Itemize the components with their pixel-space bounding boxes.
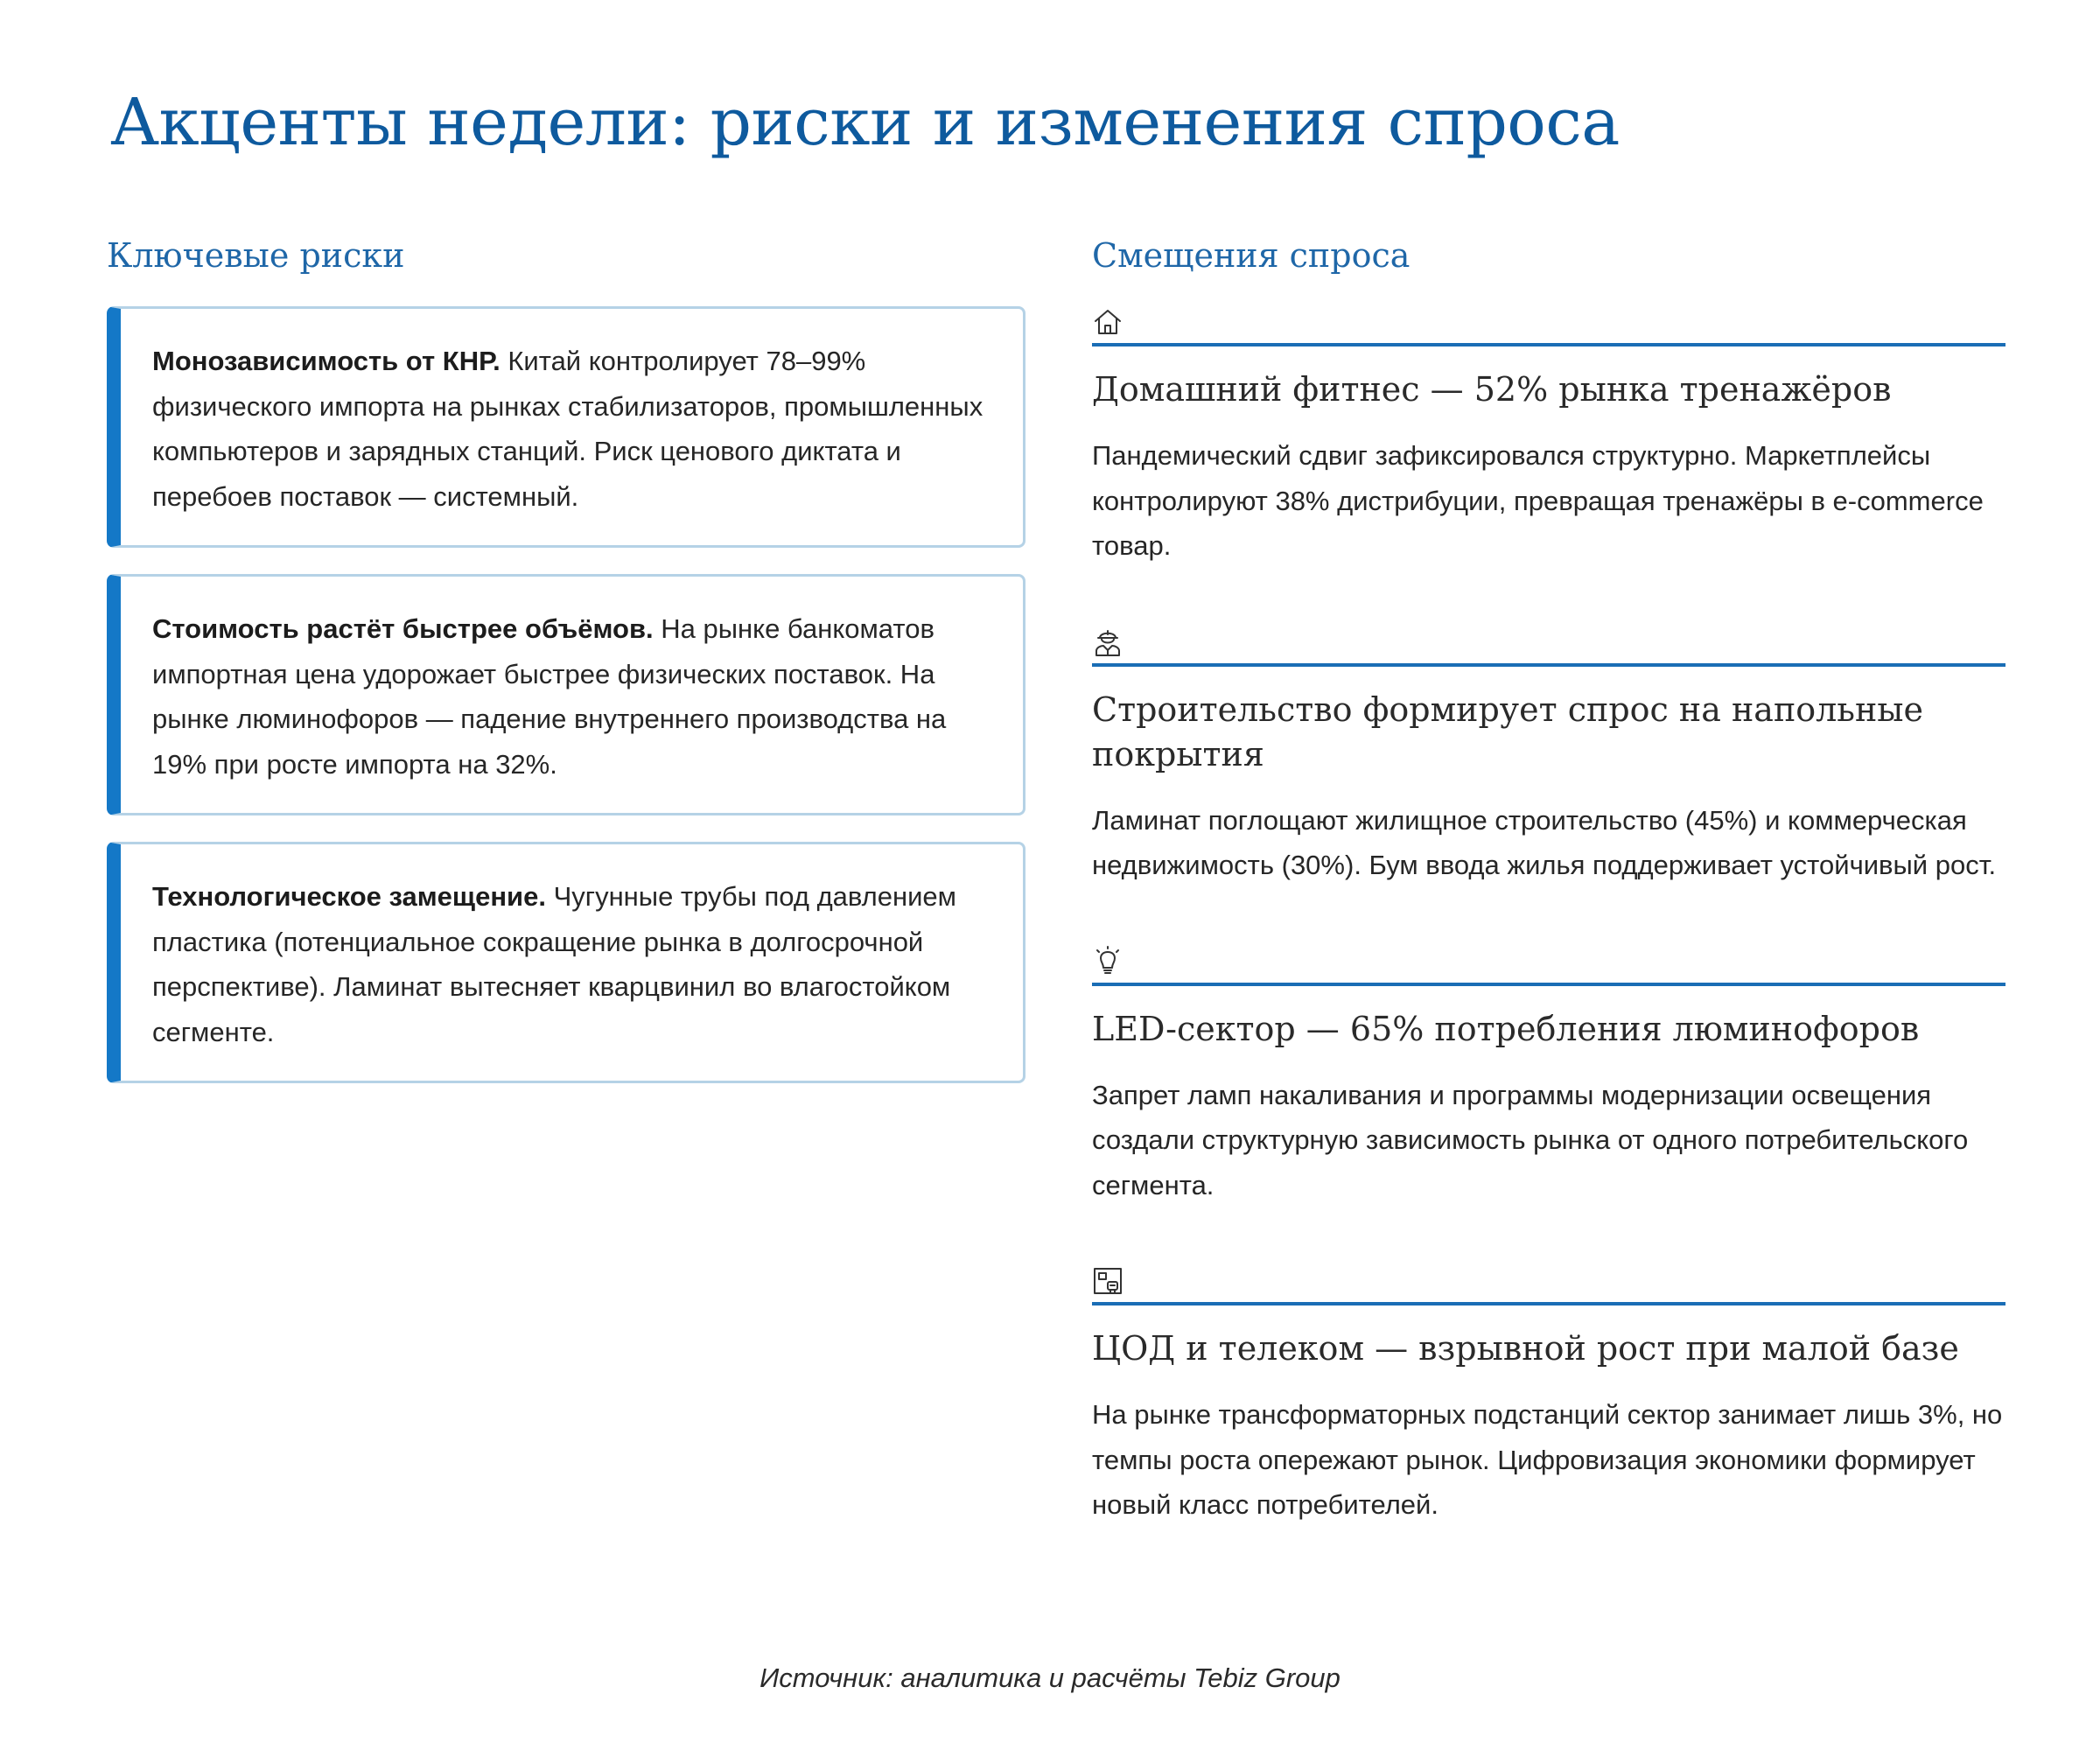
risk-body: На рынке банкоматов импортная цена удорожает быстрее физических поставок. На рынке люминофоров — падение внутреннего производства на 19% при росте импорта на 32%. xyxy=(152,613,947,780)
risk-lead: Технологическое замещение. xyxy=(152,881,546,912)
page-title: Акценты недели: риски и изменения спроса xyxy=(110,85,1620,160)
shift-text: На рынке трансформаторных подстанций сектор занимает лишь 3%, но темпы роста опережают рынок. Цифровизация экономики формирует новый класс потребителей. xyxy=(1092,1399,2003,1520)
divider xyxy=(1092,663,2006,667)
shift-title: Домашний фитнес — 52% рынка тренажёров xyxy=(1092,370,1892,409)
demand-shifts-section xyxy=(1092,229,2006,1586)
risk-body: Китай контролирует 78–99% физического импорта на рынках стабилизаторов, промышленных компьютеров и зарядных станций. Риск ценового диктата и перебоев поставок — системный. xyxy=(152,346,984,512)
shift-item-construction xyxy=(1092,626,2006,888)
shift-item-datacenter xyxy=(1092,1265,2006,1528)
shift-title: ЦОД и телеком — взрывной рост при малой базе xyxy=(1092,1329,1959,1368)
divider xyxy=(1092,983,2006,986)
risk-card-china-dependence xyxy=(107,306,1026,548)
risk-body: Чугунные трубы под давлением пластика (потенциальное сокращение рынка в долгосрочной перспективе). Ламинат вытесняет кварцвинил во влагостойком сегменте. xyxy=(152,881,956,1047)
shift-item-led xyxy=(1092,946,2006,1208)
divider xyxy=(1092,1302,2006,1306)
shift-title: Строительство формирует спрос на напольные покрытия xyxy=(1092,690,1924,774)
demand-shifts-heading: Смещения спроса xyxy=(1092,236,1410,275)
shift-title: LED-сектор — 65% потребления люминофоров xyxy=(1092,1009,1920,1048)
shift-text: Пандемический сдвиг зафиксировался структурно. Маркетплейсы контролируют 38% дистрибуции, превращая тренажёры в e-commerce товар. xyxy=(1092,440,1984,561)
risk-text xyxy=(152,874,991,1054)
risk-text xyxy=(152,339,991,519)
key-risks-section xyxy=(107,229,1026,1110)
risk-text xyxy=(152,606,991,787)
lightbulb-icon xyxy=(1092,946,1124,977)
risk-lead: Стоимость растёт быстрее объёмов. xyxy=(152,613,654,644)
house-icon xyxy=(1092,306,1124,338)
construction-worker-icon xyxy=(1092,626,1124,658)
shift-text: Ламинат поглощают жилищное строительство (45%) и коммерческая недвижимость (30%). Бум ввода жилья поддерживает устойчивый рост. xyxy=(1092,804,1997,880)
divider xyxy=(1092,343,2006,346)
shift-item-home-fitness xyxy=(1092,306,2006,569)
risk-card-cost-growth xyxy=(107,574,1026,816)
risk-lead: Монозависимость от КНР. xyxy=(152,346,500,376)
risk-card-tech-substitution xyxy=(107,842,1026,1083)
key-risks-heading: Ключевые риски xyxy=(107,236,405,275)
source-note: Источник: аналитика и расчёты Tebiz Group xyxy=(760,1662,1340,1693)
shift-text: Запрет ламп накаливания и программы модернизации освещения создали структурную зависимость рынка от одного потребительского сегмента. xyxy=(1092,1079,1969,1200)
server-icon xyxy=(1092,1265,1124,1297)
